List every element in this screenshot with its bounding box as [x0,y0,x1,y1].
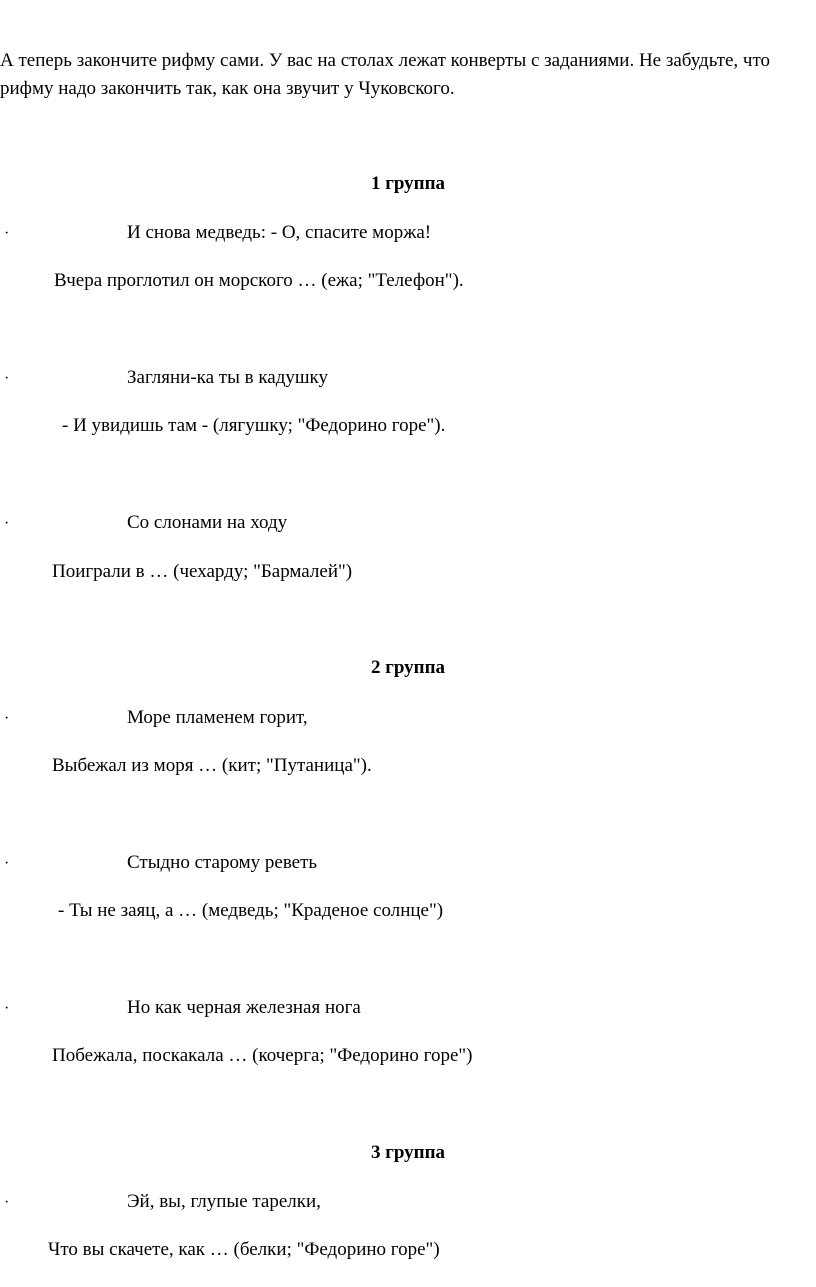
rhyme-line-2: - Ты не заяц, а … (медведь; "Краденое солнце") [58,900,444,921]
rhyme-line-2: Выбежал из моря … (кит; "Путаница"). [52,755,372,776]
bullet-marker: · [4,855,10,872]
rhyme-line-1: Со слонами на ходу [127,512,288,533]
bullet-marker: · [4,1194,10,1211]
rhyme-line-1: И снова медведь: - О, спасите моржа! [127,222,432,243]
group-3-title: 3 группа [370,1142,446,1163]
rhyme-line-1: Море пламенем горит, [127,707,308,728]
rhyme-line-2: - И увидишь там - (лягушку; "Федорино горе"). [62,415,446,436]
intro-paragraph: А теперь закончите рифму сами. У вас на столах лежат конверты с заданиями. Не забудьте, что рифму надо закончить так, как она звучит у Чуковского. [0,50,771,99]
rhyme-line-2: Поиграли в … (чехарду; "Бармалей") [52,561,353,582]
rhyme-line-1: Эй, вы, глупые тарелки, [127,1191,321,1212]
rhyme-line-2: Что вы скачете, как … (белки; "Федорино горе") [48,1239,440,1260]
bullet-marker: · [4,225,10,242]
bullet-marker: · [4,1000,10,1017]
rhyme-line-2: Побежала, поскакала … (кочерга; "Федорино горе") [52,1045,473,1066]
rhyme-line-1: Загляни-ка ты в кадушку [127,367,328,388]
rhyme-line-1: Стыдно старому реветь [127,852,318,873]
bullet-marker: · [4,710,10,727]
group-1-title: 1 группа [370,173,446,194]
rhyme-line-1: Но как черная железная нога [127,997,361,1018]
bullet-marker: · [4,370,10,387]
group-2-title: 2 группа [370,657,446,678]
rhyme-line-2: Вчера проглотил он морского … (ежа; "Телефон"). [54,270,464,291]
bullet-marker: · [4,515,10,532]
